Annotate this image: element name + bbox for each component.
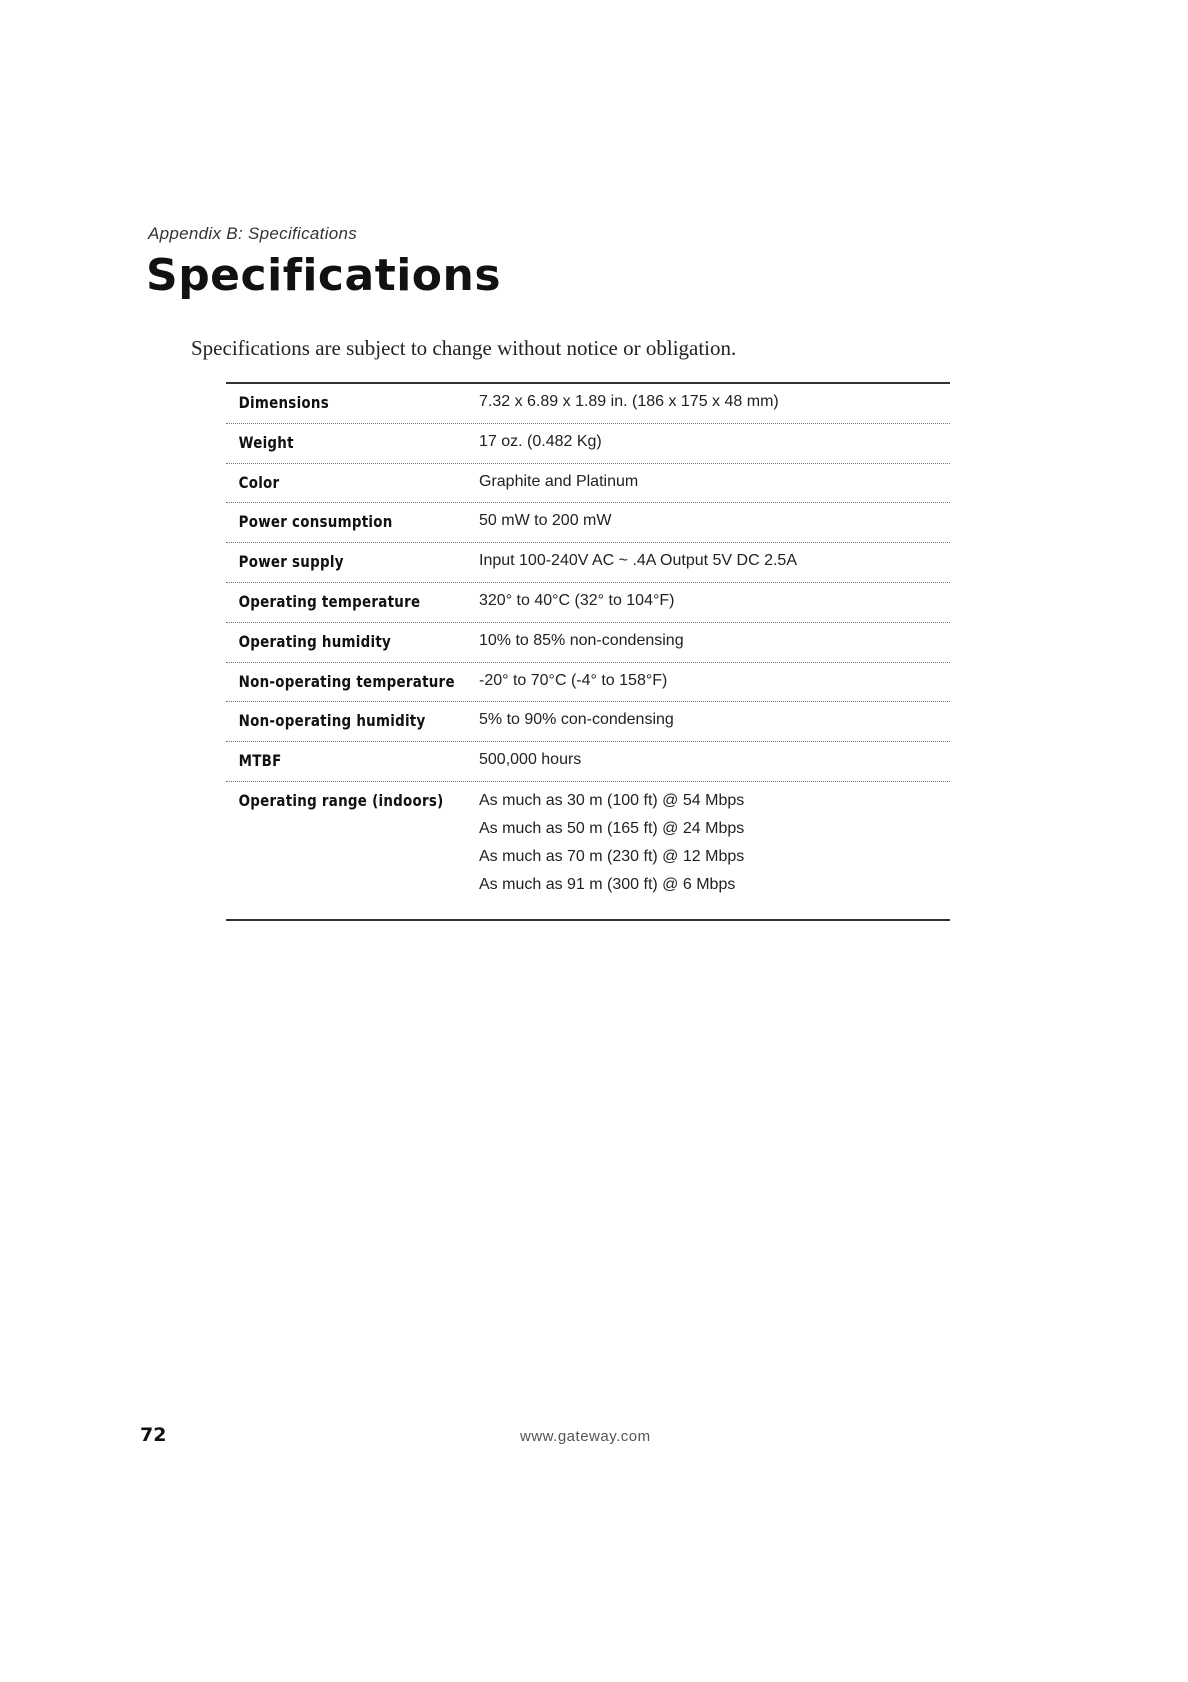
specifications-table (226, 382, 950, 921)
spec-value: 50 mW to 200 mW (479, 512, 612, 530)
spec-row-color (226, 464, 950, 504)
spec-label: Color (238, 472, 280, 492)
spec-row-operating-temperature (226, 583, 950, 623)
spec-row-mtbf (226, 742, 950, 782)
spec-value: 320° to 40°C (32° to 104°F) (479, 591, 675, 609)
spec-label: Operating range (indoors) (238, 790, 444, 810)
spec-row-non-operating-humidity (226, 702, 950, 742)
spec-label: Non-operating humidity (238, 711, 426, 731)
spec-label: Non-operating temperature (238, 671, 455, 691)
spec-row-dimensions (226, 384, 950, 424)
range-line: As much as 50 m (165 ft) @ 24 Mbps (479, 819, 745, 837)
spec-label: Operating humidity (238, 631, 392, 651)
spec-label: Dimensions (238, 393, 329, 412)
spec-value: 17 oz. (0.482 Kg) (479, 432, 602, 450)
page-number: 72 (140, 1424, 167, 1446)
spec-value: Graphite and Platinum (479, 472, 639, 490)
spec-value: -20° to 70°C (-4° to 158°F) (479, 671, 668, 689)
spec-label: Power supply (238, 552, 344, 572)
range-line: As much as 91 m (300 ft) @ 6 Mbps (479, 875, 736, 893)
spec-row-power-supply (226, 543, 950, 583)
spec-row-operating-humidity (226, 623, 950, 663)
spec-label: Weight (238, 432, 294, 452)
spec-value-list (476, 791, 950, 903)
spec-row-operating-range (226, 782, 950, 919)
range-line: As much as 70 m (230 ft) @ 12 Mbps (479, 847, 745, 865)
spec-value: Input 100-240V AC ~ .4A Output 5V DC 2.5A (479, 552, 797, 570)
spec-row-weight (226, 424, 950, 464)
spec-label: MTBF (238, 751, 282, 771)
spec-row-non-operating-temperature (226, 663, 950, 703)
spec-row-power-consumption (226, 503, 950, 543)
intro-paragraph: Specifications are subject to change without notice or obligation. (191, 336, 737, 360)
range-line: As much as 30 m (100 ft) @ 54 Mbps (479, 791, 745, 809)
page-title: Specifications (146, 250, 502, 301)
spec-label: Operating temperature (238, 591, 421, 611)
breadcrumb: Appendix B: Specifications (148, 224, 358, 243)
footer-url: www.gateway.com (520, 1428, 651, 1445)
spec-label: Power consumption (238, 512, 393, 532)
spec-value: 7.32 x 6.89 x 1.89 in. (186 x 175 x 48 mm) (479, 393, 779, 410)
spec-value: 500,000 hours (479, 751, 582, 769)
spec-value: 5% to 90% con-condensing (479, 711, 674, 729)
spec-value: 10% to 85% non-condensing (479, 631, 684, 649)
